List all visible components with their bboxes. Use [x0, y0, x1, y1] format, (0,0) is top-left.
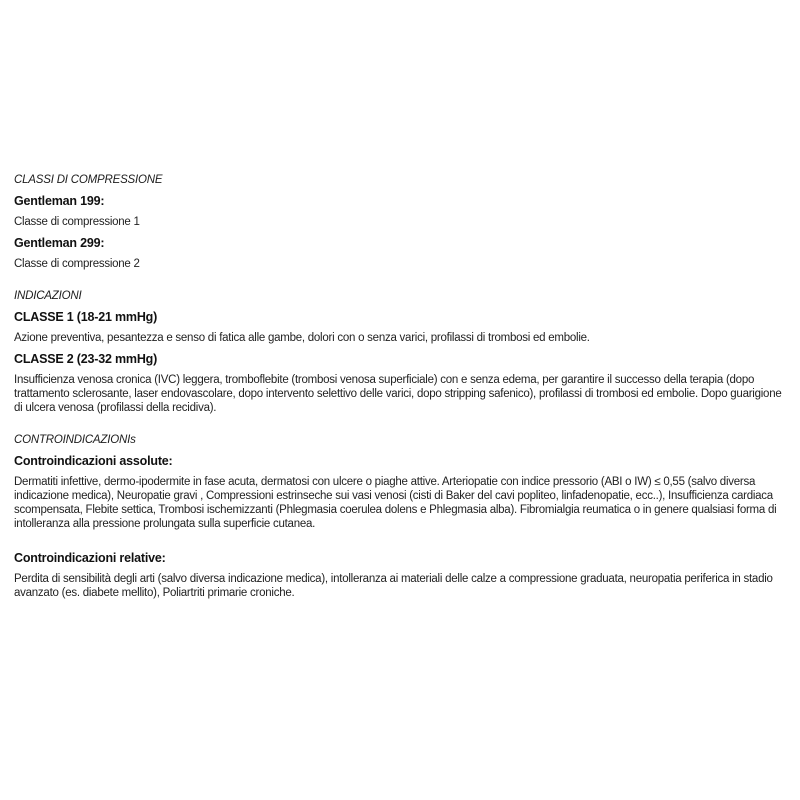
section-indicazioni	[14, 289, 786, 415]
product-label-gentleman-299: Gentleman 299:	[14, 236, 105, 250]
controindicazioni-relative-description: Perdita di sensibilità degli arti (salvo diversa indicazione medica), intolleranza ai materiali delle calze a compressione graduata, neuropatia periferica in stadio avanzato (es. diabete mellito), Poliartriti primarie croniche.	[14, 573, 773, 599]
compression-class-value-1: Classe di compressione 1	[14, 216, 140, 228]
section-heading-indicazioni: INDICAZIONI	[14, 290, 82, 302]
product-label-gentleman-199: Gentleman 199:	[14, 194, 105, 208]
section-heading-controindicazioni: CONTROINDICAZIONIs	[14, 434, 136, 446]
section-heading-classi-di-compressione: CLASSI DI COMPRESSIONE	[14, 174, 163, 186]
classe-1-title: CLASSE 1 (18-21 mmHg)	[14, 310, 158, 324]
classe-2-description: Insufficienza venosa cronica (IVC) leggera, tromboflebite (trombosi venosa superficiale) con e senza edema, per garantire il successo della terapia (dopo trattamento sclerosante, laser endovascolare, dopo intervento selettivo delle varici, dopo stripping safenico), profilassi di trombosi ed embolie. Dopo guarigione di ulcera venosa (profilassi della recidiva).	[14, 374, 782, 414]
classe-2-title: CLASSE 2 (23-32 mmHg)	[14, 352, 158, 366]
controindicazioni-assolute-title: Controindicazioni assolute:	[14, 454, 173, 468]
section-classi-di-compressione	[14, 173, 786, 271]
controindicazioni-assolute-description: Dermatiti infettive, dermo-ipodermite in fase acuta, dermatosi con ulcere o piaghe attive. Arteriopatie con indice pressorio (ABI o IW) ≤ 0,55 (salvo diversa indicazione medica), Neuropatie gravi , Compressioni estrinseche sui vasi venosi (cisti di Baker del cavi popliteo, linfadenopatie, ecc..), Insufficienza cardiaca scompensata, Flebite settica, Trombosi ischemizzanti (Phlegmasia coerulea dolens e Phlegmasia alba). Fibromialgia reumatica o in genere qualsiasi forma di intolleranza alla pressione prolungata sulla superficie cutanea.	[14, 476, 777, 530]
classe-1-description: Azione preventiva, pesantezza e senso di fatica alle gambe, dolori con o senza varici, profilassi di trombosi ed embolie.	[14, 332, 590, 344]
controindicazioni-relative-title: Controindicazioni relative:	[14, 551, 166, 565]
section-controindicazioni	[14, 433, 786, 600]
compression-class-value-2: Classe di compressione 2	[14, 258, 140, 270]
